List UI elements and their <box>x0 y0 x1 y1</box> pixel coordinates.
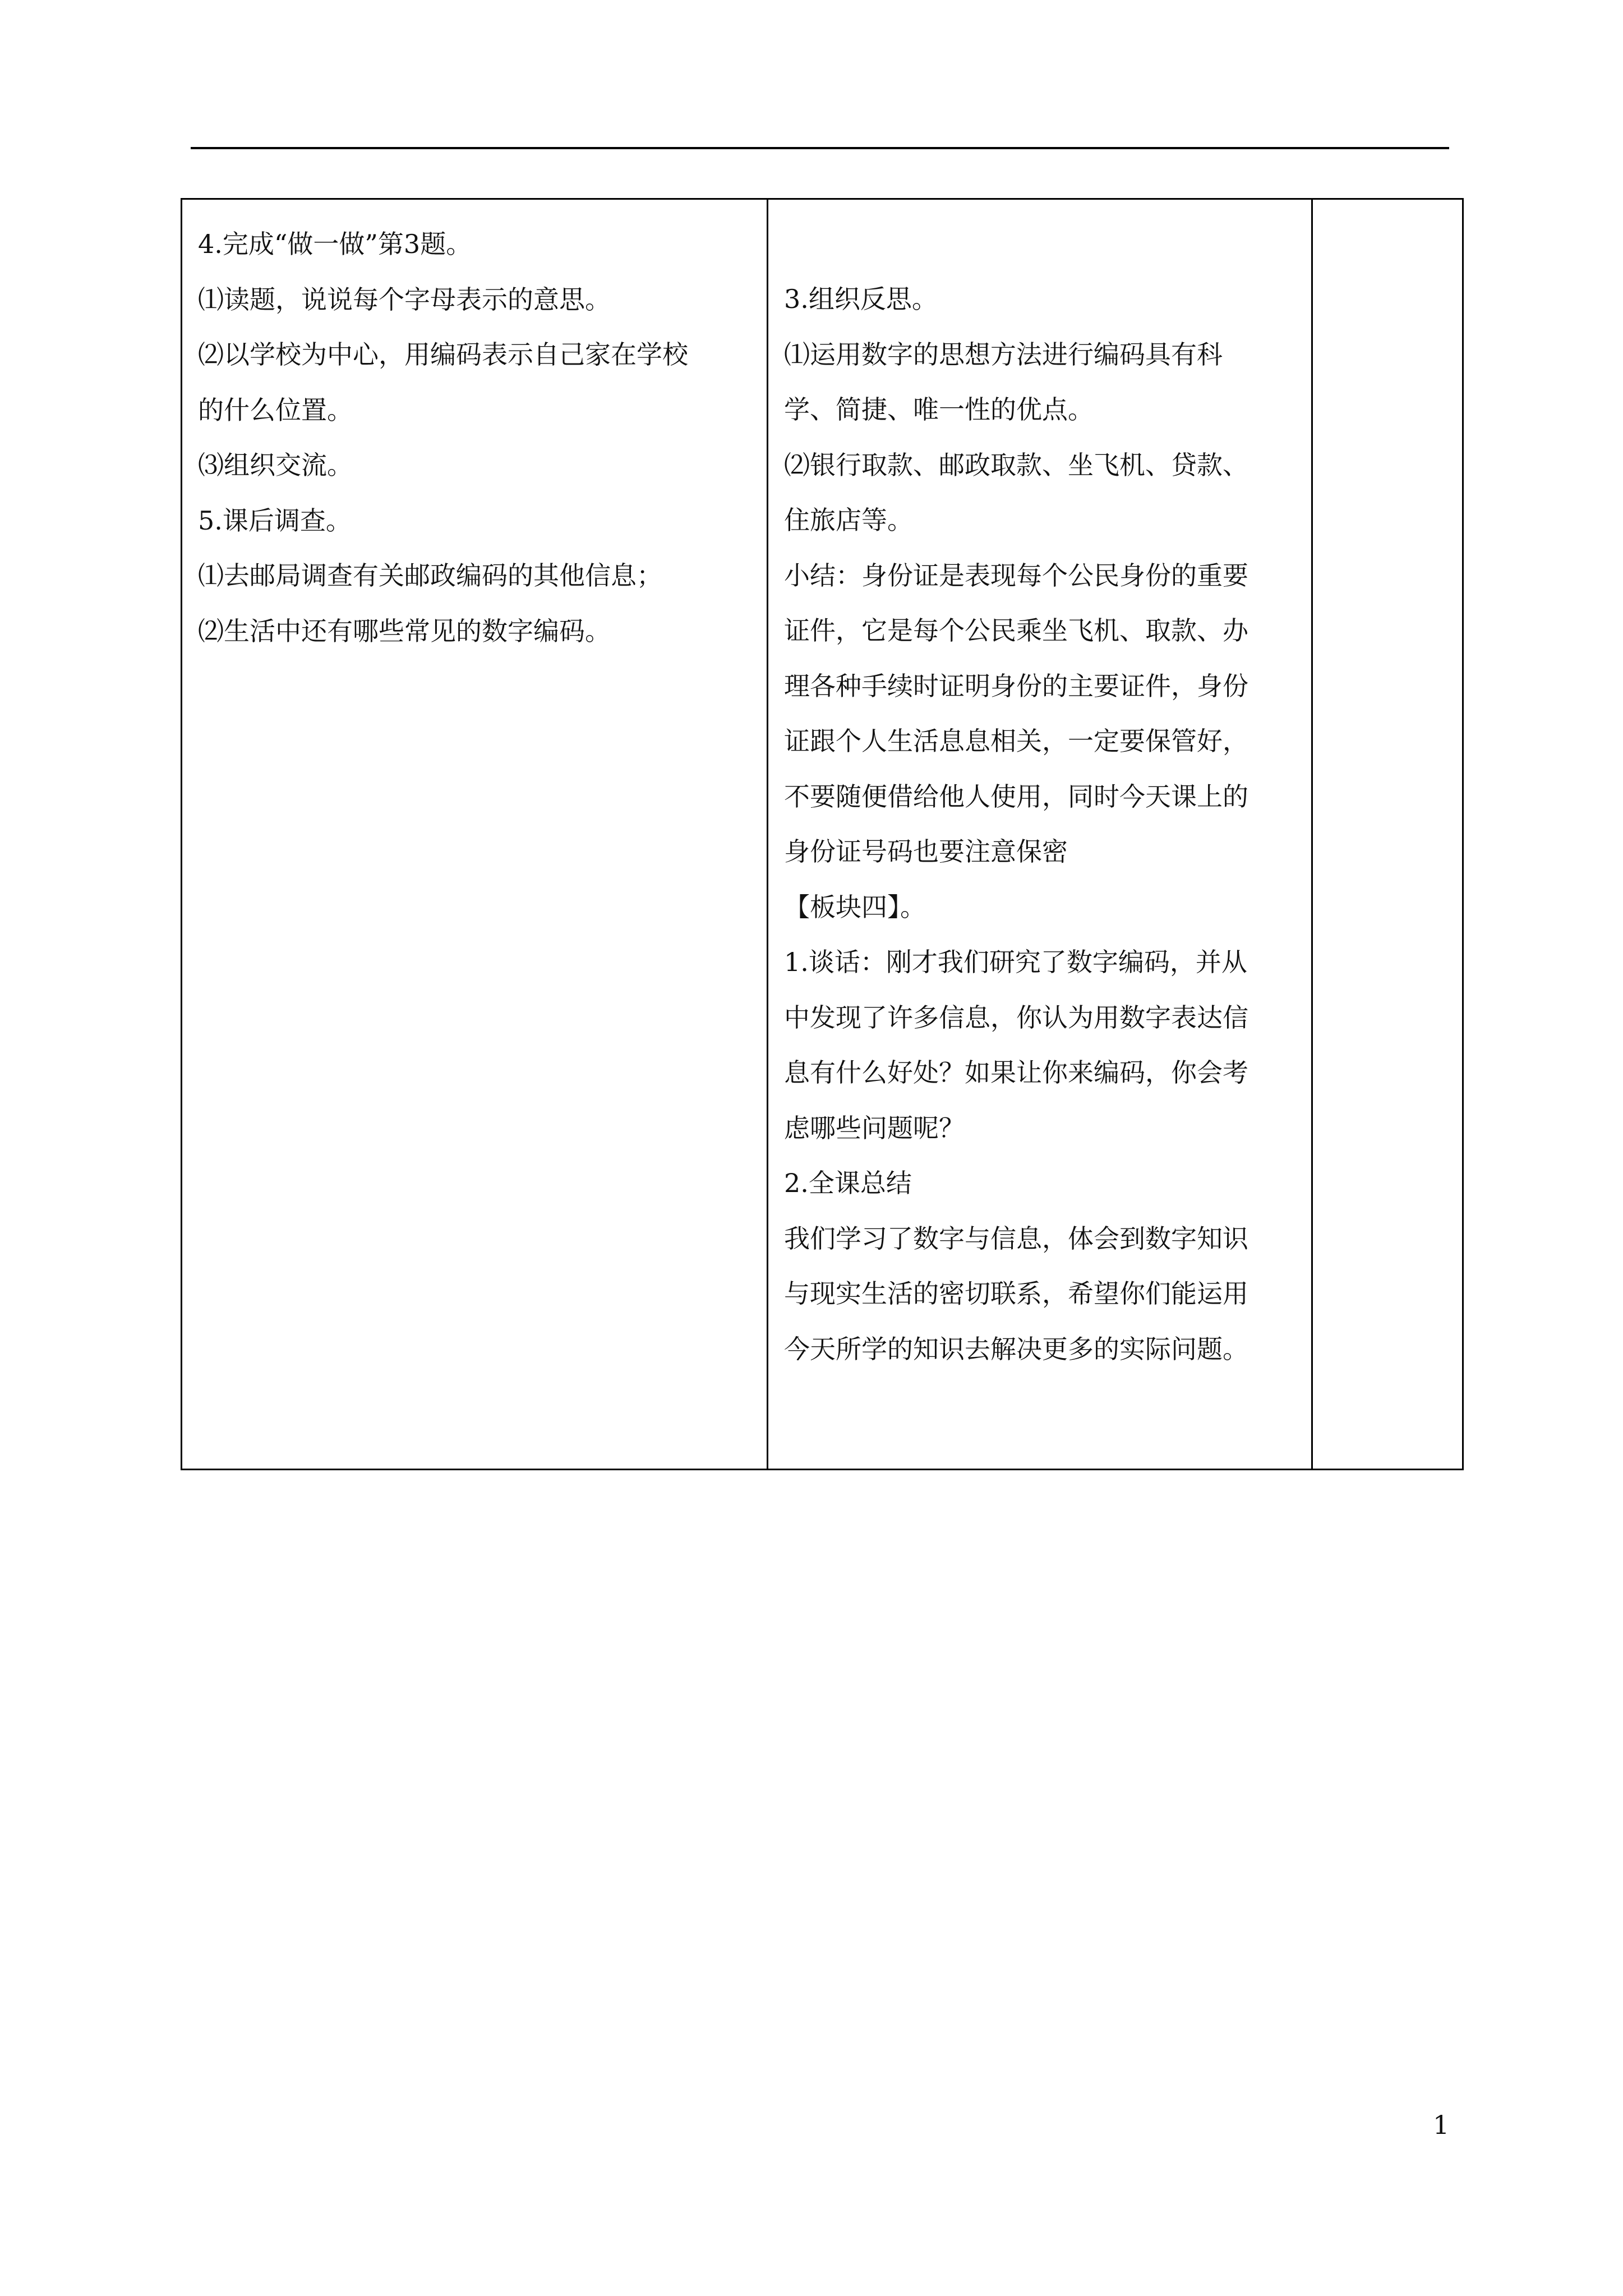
text-line: 的什么位置。 <box>198 394 353 425</box>
header-rule <box>191 147 1449 149</box>
text-line: 学、简捷、唯一性的优点。 <box>784 394 1094 425</box>
text-line: ⑵生活中还有哪些常见的数字编码。 <box>198 615 611 646</box>
page-number: 1 <box>1433 2110 1450 2140</box>
text-line: 1.谈话：刚才我们研究了数字编码，并从 <box>784 947 1247 977</box>
middle-cell <box>768 199 1312 1470</box>
text-line: 今天所学的知识去解决更多的实际问题。 <box>784 1333 1248 1364</box>
text-line: 【板块四】。 <box>784 891 926 922</box>
text-line: 证跟个人生活息息相关，一定要保管好， <box>784 726 1248 756</box>
text-line: 理各种手续时证明身份的主要证件，身份 <box>784 670 1248 701</box>
text-line: ⑴去邮局调查有关邮政编码的其他信息； <box>198 560 662 591</box>
middle-cell-text <box>768 200 1311 1377</box>
text-line: 虑哪些问题呢？ <box>784 1112 965 1143</box>
text-line: 2.全课总结 <box>784 1168 912 1198</box>
text-line: ⑴运用数字的思想方法进行编码具有科 <box>784 339 1223 370</box>
text-line: 小结：身份证是表现每个公民身份的重要 <box>784 560 1248 591</box>
text-line: 我们学习了数字与信息，体会到数字知识 <box>784 1223 1248 1254</box>
text-line: 与现实生活的密切联系，希望你们能运用 <box>784 1278 1248 1309</box>
text-line: 3.组织反思。 <box>784 284 938 314</box>
notes-cell <box>1312 199 1463 1470</box>
table-row <box>182 199 1463 1470</box>
text-line: ⑵以学校为中心，用编码表示自己家在学校 <box>198 339 688 370</box>
text-line: 身份证号码也要注意保密 <box>784 836 1068 867</box>
text-line: 息有什么好处？如果让你来编码，你会考 <box>784 1057 1248 1088</box>
left-cell <box>182 199 768 1470</box>
text-line: 不要随便借给他人使用，同时今天课上的 <box>784 781 1248 812</box>
text-line: 4.完成“做一做”第3题。 <box>198 229 472 259</box>
lesson-plan-table <box>181 198 1464 1470</box>
text-line: ⑵银行取款、邮政取款、坐飞机、贷款、 <box>784 449 1248 480</box>
text-line: 中发现了许多信息，你认为用数字表达信 <box>784 1002 1248 1033</box>
text-line: ⑶组织交流。 <box>198 450 353 480</box>
text-line: 5.课后调查。 <box>198 505 352 536</box>
text-line: 住旅店等。 <box>784 505 913 535</box>
left-cell-text <box>182 200 767 659</box>
text-line: ⑴读题，说说每个字母表示的意思。 <box>198 284 611 315</box>
text-line: 证件，它是每个公民乘坐飞机、取款、办 <box>784 615 1248 646</box>
